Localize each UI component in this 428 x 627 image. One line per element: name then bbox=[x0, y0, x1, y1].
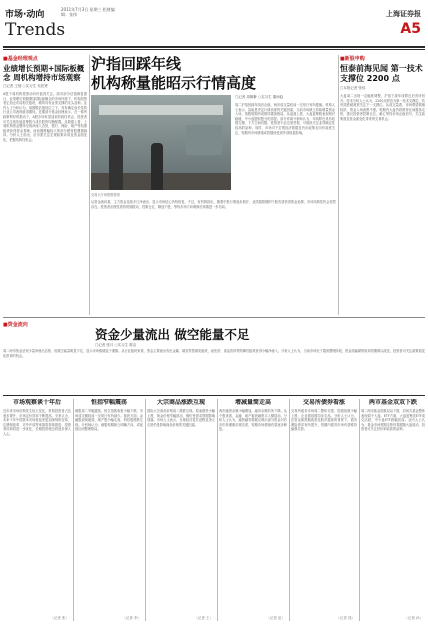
left-headline: 业绩增长预期+国际板概念 周机构增持市场观察 bbox=[3, 64, 85, 82]
brief-column bbox=[147, 399, 215, 621]
masthead-rule-thin bbox=[3, 49, 425, 50]
section-trends-label: Trends bbox=[5, 20, 66, 40]
lead-headline-line2: 机构称量能昭示行情高度 bbox=[91, 74, 257, 92]
brief-title: 市场观察谈十年后 bbox=[12, 399, 61, 406]
brief-credit: （记者 钱） bbox=[336, 616, 355, 620]
masthead-rule bbox=[3, 46, 425, 48]
right-body: 大盘周二出现一定幅度调整，沪指下探年线附近后有所回升。技术分析人士认为，2200点附近为第一技术支撑位，若有效跌破则需关注下一支撑位。从成交量看，市场观望情绪较浓，资金入场意愿不强。短期内大盘仍将维持区间震荡走势，建议投资者控制仓位，耐心等待市场企稳信号，关注政策面及资金面变化带来的交易机会。 bbox=[340, 94, 425, 121]
paper-name: 上海证券报 bbox=[386, 10, 421, 18]
newspaper-page bbox=[3, 3, 425, 623]
right-article bbox=[340, 55, 425, 315]
issue-date: 2011年7月3日 星期三 松财编辑：张伟 bbox=[61, 7, 115, 17]
brief-column bbox=[75, 399, 143, 621]
lead-body-lower: 从资金流向看，主力资金连续多日净流出，显示市场信心仍待恢复。不过，有机构指出，随着中报行情逐步展开，业绩超预期的个股有望获得资金追捧，市场结构性机会依然存在。投资者应理性看待短期波动，控制仓位，精选个股，等待市场方向明朗后再做进一步布局。 bbox=[91, 200, 336, 209]
lead-headline-line1: 沪指回踩年线 bbox=[91, 55, 182, 73]
brief-body: 港股周二窄幅震荡，恒生指数收报小幅下跌。市场成交额较前一交易日有所减少。板块方面，金融股表现疲弱，地产股小幅走高，科技股涨跌互现。分析师认为，港股短期缺乏明确方向，或延续区间整理格局。 bbox=[75, 409, 143, 432]
brief-body: 交易所债券市场周二整体走强，国债指数小幅上涨，企业债指数同步走高。分析人士认为，在资金面预期改善及股市震荡的背景下，债市避险需求有所提升，短期内债券市场有望维持偏强走势。 bbox=[291, 409, 357, 432]
column-divider bbox=[359, 399, 360, 621]
photo-caption: 交易大厅场景资料图 bbox=[91, 193, 120, 197]
column-divider bbox=[217, 399, 218, 621]
brief-body: 国际大宗商品价格周二涨跌互现。原油期货小幅上涨，黄金价格窄幅波动，铜价受需求预期影响回落。市场人士表示，全球经济复苏进程及美元走势仍是影响商品价格的关键因素。 bbox=[147, 409, 215, 427]
brief-title: 增减量简走高 bbox=[234, 399, 271, 406]
trading-hall-photo bbox=[91, 95, 231, 190]
column-divider bbox=[73, 399, 74, 621]
mid-body-columns bbox=[3, 349, 425, 391]
left-article bbox=[3, 55, 87, 315]
brief-column bbox=[219, 399, 287, 621]
left-byline: □记者 王翔 ○实习生 吴桂贤 bbox=[3, 84, 48, 88]
brief-title: 大宗商品涨跌互现 bbox=[156, 399, 205, 406]
column-divider bbox=[145, 399, 146, 621]
right-kicker: ■新股申购 bbox=[340, 56, 365, 62]
column-divider bbox=[89, 55, 90, 315]
mid-kicker: ■资金流向 bbox=[3, 322, 28, 328]
lead-byline: □记者 周翀翀 ○实习生 董雨骁 bbox=[235, 95, 284, 99]
left-body: A股下周机构投资动向仍值得关注。面对部分估值修复窗口，业绩增长预期叠加国际板概念的市场环境下，机构投资者正加仓布局相关板块，增持具有业绩支撑的龙头品种。业内人士分析认为，周期股估值低位之下，具有确定成长性的行业公司表现值得期待。近期部分基金经理表示，在一系列政策利好的推动下，A股市场有望迎来阶段性机会，投资者可关注低估值蓝筹股与成长股的均衡配置。从数据上看，上周机构资金整体呈现净流入态势，银行、保险、地产等权重板块获得资金青睐，而前期涨幅较大的部分题材股遭遇减持。分析人士指出，后市需关注宏观政策动向及资金面变化，把握结构性机会。 bbox=[3, 92, 87, 142]
brief-column bbox=[3, 399, 71, 621]
mid-headline: 资金少量流出 做空能量不足 bbox=[95, 327, 250, 342]
page-number: A5 bbox=[400, 21, 421, 37]
mid-byline: □记者 张月 ○实习生 陈洁 bbox=[95, 343, 137, 347]
lead-article bbox=[91, 55, 336, 317]
column-divider bbox=[289, 399, 290, 621]
right-byline: □本报记者 张伟 bbox=[340, 86, 366, 90]
section-rule bbox=[3, 317, 425, 318]
section-name: 市场·动向 bbox=[5, 10, 45, 20]
brief-body: 周二两市基金指数双双下跌，封闭式基金整体表现弱于大盘。ETF方面，大盘蓝筹类ETF成交活跃，中小盘ETF跌幅居前。业内人士认为，基金市场短期走势仍将跟随大盘波动，投资者可关注折价率较高的品种。 bbox=[361, 409, 425, 432]
brief-credit: （记者 王） bbox=[194, 616, 213, 620]
brief-credit: （记者 李） bbox=[122, 616, 141, 620]
brief-credit: （记者 孙） bbox=[404, 616, 423, 620]
brief-title: 交易所债券看涨 bbox=[302, 399, 345, 406]
masthead bbox=[3, 3, 425, 51]
column-divider bbox=[338, 55, 339, 315]
brief-title: 两市基金双双下跌 bbox=[368, 399, 417, 406]
lead-body-column bbox=[235, 95, 335, 135]
brief-title: 恒指窄幅震荡 bbox=[90, 399, 127, 406]
brief-body: 两市融资余额小幅增加，融券余额有所下降。从个股来看，金融、地产板块融资买入额居前。分析人士认为，融资融券数据反映出部分资金对后市仍持谨慎乐观态度，短期市场情绪有望逐步修复。 bbox=[219, 409, 287, 432]
brief-credit: （记者 赵） bbox=[266, 616, 285, 620]
brief-column bbox=[291, 399, 357, 621]
brief-body: 近年来市场结构发生较大变化，机构投资者占比逐步提升，市场定价效率不断提高。专家认为，未来十年中国资本市场将迎来更加深刻的变革，注册制改革、对外开放等举措将持续推进，投资者结构将进一步优化，长期投资理念将逐步深入人心。 bbox=[3, 409, 71, 436]
brief-column bbox=[361, 399, 425, 621]
lead-body: 周二沪指回踩年线后企稳，两市成交量较前一交易日有所萎缩。机构人士表示，量能是决定行情高度的关键因素，当前市场缺乏持续增量资金入场，指数短期内或维持震荡格局。从盘面上看，大盘蓝筹股表现相对稳健，中小盘题材股分化明显。部分券商分析师认为，年线附近具有较强支撑，下方空间有限，投资者不必过度悲观，可逢低关注业绩确定性较高的品种。同时，市场对于宏观经济数据及货币政策走向仍高度关注，短期内市场情绪或将继续受到外部因素影响。 bbox=[235, 103, 335, 135]
right-headline: 恒泰前海见闻 第一技术支撑位 2200 点 bbox=[340, 64, 423, 83]
mid-body: 周二两市资金呈现少量净流出态势，但做空能量明显不足，显示市场情绪趋于谨慎。从行业板块来看，资金主要流出有色金属、煤炭等资源类板块，而医药、食品饮料等防御性板块获得小幅净流入。分析人士认为，当前市场处于震荡整理阶段，资金面偏紧的格局短期难以改变，投资者可关注政策面变化带来的机会。 bbox=[3, 349, 425, 358]
brief-credit: （记者 张） bbox=[50, 616, 69, 620]
fund-flow-article bbox=[3, 319, 425, 391]
left-kicker: ■基金经理观点 bbox=[3, 56, 38, 62]
market-briefs-row bbox=[3, 395, 425, 623]
